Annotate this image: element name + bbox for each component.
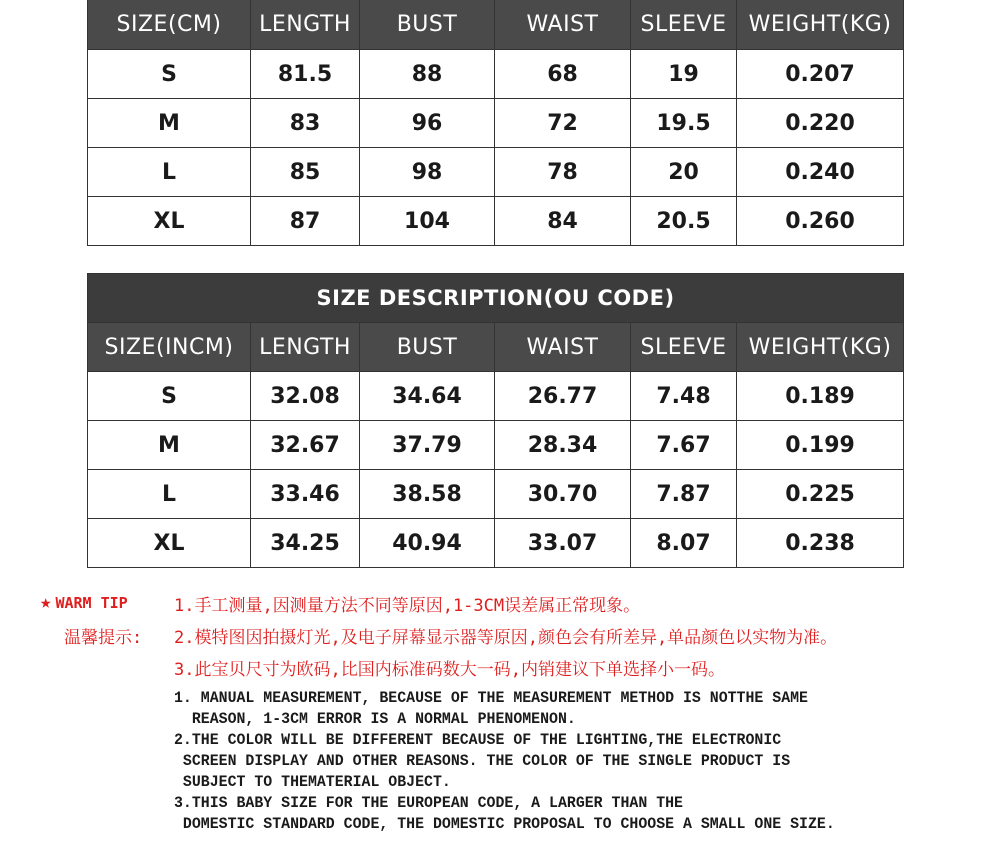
cell-bust: 88 <box>360 50 495 99</box>
cell-weight: 0.225 <box>737 470 904 519</box>
table-title: SIZE DESCRIPTION(OU CODE) <box>88 274 904 323</box>
cell-sleeve: 7.87 <box>631 470 737 519</box>
cell-size: XL <box>88 519 251 568</box>
cell-bust: 38.58 <box>360 470 495 519</box>
table-row <box>88 148 904 197</box>
cell-weight: 0.220 <box>737 99 904 148</box>
cell-size: L <box>88 470 251 519</box>
header-waist: WAIST <box>495 323 631 372</box>
cell-sleeve: 19 <box>631 50 737 99</box>
cell-size: M <box>88 421 251 470</box>
size-table-inch <box>87 273 904 568</box>
cell-waist: 68 <box>495 50 631 99</box>
tip-cn-line: 1.手工测量,因测量方法不同等原因,1-3CM误差属正常现象。 <box>174 596 641 616</box>
table-row <box>88 372 904 421</box>
cell-weight: 0.240 <box>737 148 904 197</box>
cell-weight: 0.238 <box>737 519 904 568</box>
header-weight: WEIGHT(KG) <box>737 0 904 50</box>
table-caption-row <box>88 274 904 323</box>
header-size: SIZE(INCM) <box>88 323 251 372</box>
cell-weight: 0.260 <box>737 197 904 246</box>
header-sleeve: SLEEVE <box>631 323 737 372</box>
table-row <box>88 519 904 568</box>
cell-length: 87 <box>251 197 360 246</box>
cell-bust: 34.64 <box>360 372 495 421</box>
table-row <box>88 197 904 246</box>
warm-tip-label-cn: 温馨提示: <box>64 628 143 648</box>
table-row <box>88 470 904 519</box>
cell-length: 85 <box>251 148 360 197</box>
cell-waist: 84 <box>495 197 631 246</box>
cell-size: S <box>88 50 251 99</box>
cell-weight: 0.207 <box>737 50 904 99</box>
cell-waist: 33.07 <box>495 519 631 568</box>
header-weight: WEIGHT(KG) <box>737 323 904 372</box>
tip-en-line: SCREEN DISPLAY AND OTHER REASONS. THE COLOR OF THE SINGLE PRODUCT IS <box>174 752 791 770</box>
tip-cn-line: 3.此宝贝尺寸为欧码,比国内标准码数大一码,内销建议下单选择小一码。 <box>174 660 725 680</box>
cell-sleeve: 19.5 <box>631 99 737 148</box>
cell-weight: 0.189 <box>737 372 904 421</box>
header-size: SIZE(CM) <box>88 0 251 50</box>
cell-sleeve: 8.07 <box>631 519 737 568</box>
cell-bust: 98 <box>360 148 495 197</box>
cell-waist: 78 <box>495 148 631 197</box>
cell-bust: 37.79 <box>360 421 495 470</box>
table-row <box>88 421 904 470</box>
tip-en-line: DOMESTIC STANDARD CODE, THE DOMESTIC PROPOSAL TO CHOOSE A SMALL ONE SIZE. <box>174 815 835 833</box>
tip-en-line: 3.THIS BABY SIZE FOR THE EUROPEAN CODE, A LARGER THAN THE <box>174 794 683 812</box>
warm-tip-label: ★ WARM TIP <box>40 591 128 613</box>
header-length: LENGTH <box>251 323 360 372</box>
cell-length: 33.46 <box>251 470 360 519</box>
table-header-row <box>88 323 904 372</box>
cell-sleeve: 7.67 <box>631 421 737 470</box>
cell-weight: 0.199 <box>737 421 904 470</box>
cell-size: S <box>88 372 251 421</box>
cell-waist: 72 <box>495 99 631 148</box>
cell-length: 34.25 <box>251 519 360 568</box>
tip-en-line: SUBJECT TO THEMATERIAL OBJECT. <box>174 773 451 791</box>
header-length: LENGTH <box>251 0 360 50</box>
tip-en-line: 2.THE COLOR WILL BE DIFFERENT BECAUSE OF THE LIGHTING,THE ELECTRONIC <box>174 731 782 749</box>
header-waist: WAIST <box>495 0 631 50</box>
header-bust: BUST <box>360 0 495 50</box>
header-sleeve: SLEEVE <box>631 0 737 50</box>
cell-size: XL <box>88 197 251 246</box>
cell-bust: 40.94 <box>360 519 495 568</box>
cell-length: 32.08 <box>251 372 360 421</box>
size-table-cm <box>87 0 904 246</box>
table-header-row <box>88 0 904 50</box>
cell-waist: 30.70 <box>495 470 631 519</box>
cell-sleeve: 20 <box>631 148 737 197</box>
table-row <box>88 50 904 99</box>
cell-length: 83 <box>251 99 360 148</box>
cell-length: 32.67 <box>251 421 360 470</box>
cell-size: L <box>88 148 251 197</box>
cell-sleeve: 7.48 <box>631 372 737 421</box>
cell-length: 81.5 <box>251 50 360 99</box>
table-row <box>88 99 904 148</box>
tip-en-line: REASON, 1-3CM ERROR IS A NORMAL PHENOMENON. <box>174 710 576 728</box>
tip-cn-line: 2.模特图因拍摄灯光,及电子屏幕显示器等原因,颜色会有所差异,单品颜色以实物为准。 <box>174 628 838 648</box>
cell-size: M <box>88 99 251 148</box>
cell-bust: 96 <box>360 99 495 148</box>
tip-en-line: 1. MANUAL MEASUREMENT, BECAUSE OF THE MEASUREMENT METHOD IS NOTTHE SAME <box>174 689 808 707</box>
cell-waist: 26.77 <box>495 372 631 421</box>
cell-waist: 28.34 <box>495 421 631 470</box>
cell-bust: 104 <box>360 197 495 246</box>
cell-sleeve: 20.5 <box>631 197 737 246</box>
header-bust: BUST <box>360 323 495 372</box>
star-icon: ★ <box>40 591 52 613</box>
